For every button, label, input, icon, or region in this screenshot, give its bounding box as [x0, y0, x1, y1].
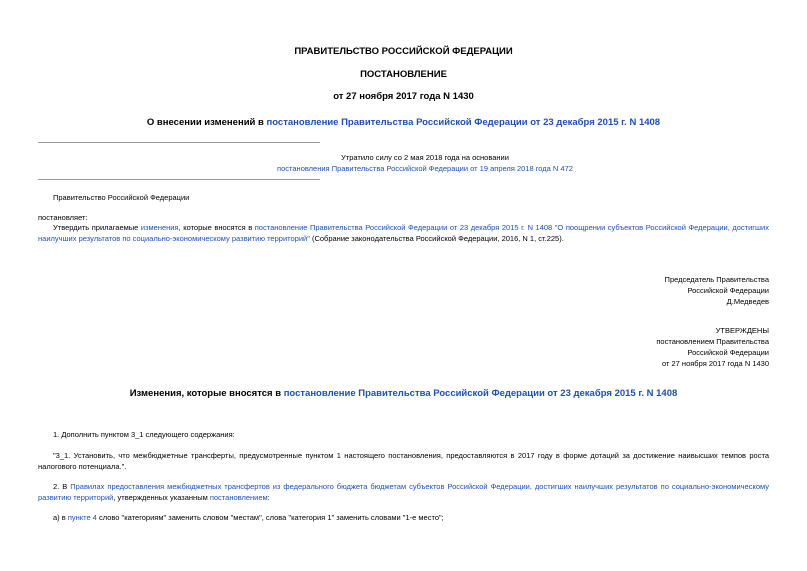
divider-top [38, 142, 320, 143]
approved-line-3: Российской Федерации [687, 348, 769, 357]
resolves-label: постановляет: [38, 213, 88, 222]
divider-bottom [38, 179, 320, 180]
approved-block [656, 325, 769, 369]
item-2-text-b: , утвержденных указанным [113, 493, 210, 502]
resolution-paragraph [38, 222, 769, 244]
approved-line-4: от 27 ноября 2017 года N 1430 [661, 359, 769, 368]
decree-1408-link[interactable]: постановление Правительства Российской Федерации от 23 декабря 2015 г. N 1408 "О поощрении субъектов Российской Федерации, достигших наилучших результатов по социально-экономическому развитию территорий" [38, 223, 769, 243]
p1-text-c: (Собрание законодательства Российской Федерации, 2016, N 1, ст.225). [309, 234, 564, 243]
title-prefix: О внесении изменений в [146, 117, 267, 128]
document-date-number: от 27 ноября 2017 года N 1430 [333, 91, 474, 102]
resolution-link[interactable]: постановлением [209, 493, 268, 502]
title-link[interactable]: постановление Правительства Российской Федерации от 23 декабря 2015 г. N 1408 [266, 117, 661, 128]
approved-line-2: постановлением Правительства [656, 337, 769, 346]
document-title [0, 117, 807, 128]
changes-title-prefix: Изменения, которые вносятся в [129, 388, 284, 399]
rules-link[interactable]: Правилах предоставления межбюджетных трансфертов из федерального бюджета бюджетам субъектов Российской Федерации, достигших наилучших результатов по социально-экономическому развитию территорий [38, 482, 769, 502]
signature-block [665, 274, 769, 307]
item-2-text-a: 2. В [53, 482, 71, 491]
approved-heading: УТВЕРЖДЕНЫ [715, 326, 769, 335]
status-note-text: Утратило силу со 2 мая 2018 года на основании [341, 153, 509, 162]
item-2a [53, 512, 444, 523]
changes-link[interactable]: изменения [140, 223, 179, 232]
changes-title [0, 388, 807, 399]
item-1: 1. Дополнить пунктом 3_1 следующего содержания: [53, 430, 235, 439]
signature-name: Д.Медведев [726, 297, 769, 306]
government-name: Правительство Российской Федерации [53, 193, 190, 202]
p1-text-b: , которые вносятся в [178, 223, 255, 232]
item-1-quote: "3_1. Установить, что межбюджетные трансферты, предусмотренные пунктом 1 настоящего постановления, предоставляются в 2017 году в форме дотаций за достижение наивысших темпов роста налогового потенциала.". [38, 451, 769, 471]
item-2-text-c: : [267, 493, 270, 502]
item-2a-text-b: слово "категориям" заменить словом "местам", слова "категория 1" заменить словами "1-е место"; [96, 513, 444, 522]
status-note-link[interactable]: постановления Правительства Российской Федерации от 19 апреля 2018 года N 472 [277, 164, 573, 173]
changes-title-link[interactable]: постановление Правительства Российской Федерации от 23 декабря 2015 г. N 1408 [283, 388, 678, 399]
item-2a-text-a: а) в [53, 513, 68, 522]
signature-position: Председатель Правительства [664, 275, 769, 284]
p1-text-a: Утвердить прилагаемые [53, 223, 141, 232]
signature-country: Российской Федерации [687, 286, 769, 295]
government-heading: ПРАВИТЕЛЬСТВО РОССИЙСКОЙ ФЕДЕРАЦИИ [294, 46, 513, 57]
document-type: ПОСТАНОВЛЕНИЕ [360, 69, 447, 80]
point-4-link[interactable]: пункте 4 [67, 513, 97, 522]
status-note [180, 152, 670, 174]
item-2 [38, 481, 769, 503]
